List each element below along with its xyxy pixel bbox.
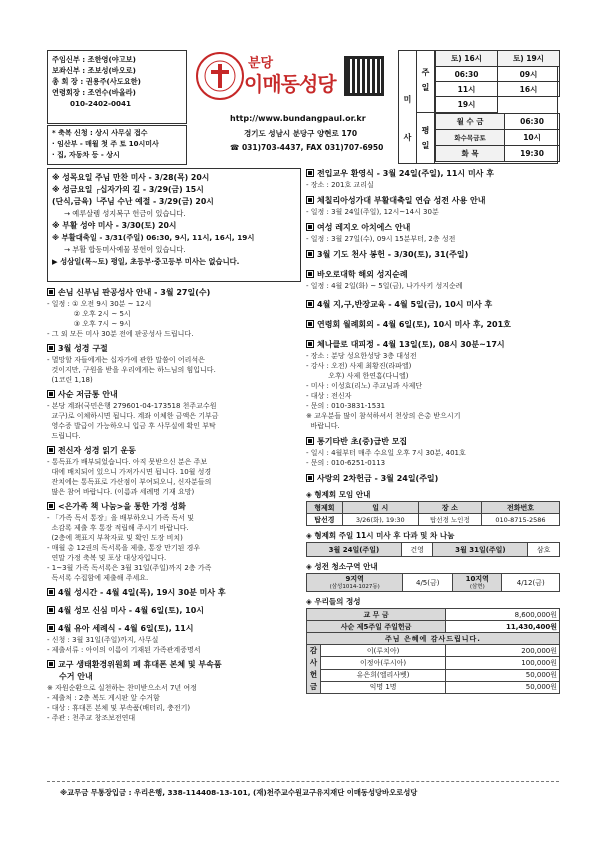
notice-line: 것이지만, 구원을 받을 우리에게는 하느님의 힘입니다. [47,366,216,374]
checkbox-icon [47,390,55,398]
notice-title-text: 통기타반 초(중)급반 모집 [317,437,408,446]
weekday-day: 화수목금토 [436,130,505,146]
checkbox-icon [47,660,55,668]
notice-line: - 그 외 모든 미사 30분 전에 판공성사 드립니다. [47,330,194,338]
notice-line: 오후) 사제 한연흠(다니엘) [306,372,409,380]
notice-line: ③ 오후 7시 ~ 9시 [47,320,131,328]
staff-line: 연령회장 : 조연수(바올라) [52,88,136,97]
checkbox-icon [47,344,55,352]
notice-title-text: 4월 성모 신심 미사 - 4월 6일(토), 10시 [58,606,205,615]
notice-line: - 대상 : 휴대폰 본체 및 부속품(배터리, 충전기) [47,704,191,712]
clean-area-sub: (삼현) [469,583,485,590]
mass-side-label [399,51,417,163]
blessing-line: · 임산부 - 매월 첫 주 토 10시미사 [52,140,159,148]
donor-name: 이정아(루시아) [321,657,446,669]
checkbox-icon [306,437,314,445]
notice-item [306,339,560,431]
notice-title [47,287,303,299]
clean-table [306,573,560,592]
finance-label: 사순 제5주일 주일헌금 [307,621,446,633]
notice-item [47,605,303,617]
meeting-cell: 탑선경 노인정 [418,514,481,526]
mass-times [398,50,558,164]
meeting-heading: ◈ 형제회 모임 안내 [306,490,371,499]
meeting-cell: 010-8715-2586 [481,514,559,526]
notice-line: - 일정 : 3월 27일(수), 09시 15분부터, 2층 성전 [306,235,456,243]
notice-title [47,605,303,617]
staff-line: 보좌신부 : 조보성(바오로) [52,66,136,75]
notice-line: 바랍니다. [306,422,340,430]
notice-title [306,473,560,485]
notice-line: - 본당 계좌(국민은행 279601-04-173518 천주교수원 [47,402,217,410]
notice-title [47,445,303,457]
notice-line: - 문의 : 010-3831-1531 [306,402,386,410]
notice-title [306,269,560,281]
notice-title [47,659,303,671]
sunday-time: 06:30 [436,67,498,82]
address: 경기도 성남시 분당구 양현로 170 [244,129,358,138]
notice-title-text: 4월 지,구,반장교육 - 4월 5일(금), 10시 미사 후 [317,300,493,309]
sunday-time [498,97,560,113]
checkbox-icon [47,606,55,614]
notice-title-text: 체나클로 대피정 - 4월 13일(토), 08시 30분~17시 [317,340,505,349]
meeting-header: 형제회 [307,502,343,514]
donor-name: 이(루치아) [321,645,446,657]
weekday-day: 화 목 [436,146,505,162]
notice-title-text: 사순 저금통 안내 [58,390,118,399]
notice-line: - 「가족 독서 통장」을 배부하오니 가족 독서 및 [47,514,195,522]
donation-side-char: 감 [309,646,318,655]
contact: ☎ 031)703-4437, FAX 031)707-6950 [230,143,384,152]
meeting-cell: 3/26(화), 19:30 [342,514,418,526]
notice-title-text: 체칠리아성가대 부활대축일 연습 성전 사용 안내 [317,196,486,205]
notice-item [306,436,560,468]
donor-amount: 200,000원 [446,645,560,657]
staff-line: 주임신부 : 조한영(야고보) [52,55,136,64]
holy-week-line: ※ 부활대축일 - 3/31(주일) 06:30, 9시, 11시, 16시, 19시 [52,233,255,242]
finance-table [306,608,560,694]
notice-title-text: 바오로대학 해외 성지순례 [317,270,408,279]
clean-area [453,574,502,592]
weekday-time: 19:30 [505,146,560,162]
staff-phone: 010-2402-0041 [70,99,131,108]
notice-title-text: 3월 기도 천사 봉헌 - 3/30(토), 31(주일) [317,250,469,259]
notice-line: - 제출서류 : 아이의 이름이 기재된 가족관계증명서 [47,646,201,654]
footer-note: ※교무금 무통장입금 : 우리은행, 338-114408-13-101, (재)천주교수원교구유지재단 이매동성당바오로성당 [60,788,418,797]
notice-title [306,299,560,311]
notice-line: - 통독표가 배부되었습니다. 아직 못받으신 분은 주보 [47,458,208,466]
meeting-table [306,501,560,526]
checkbox-icon [306,340,314,348]
holy-week-line: ※ 성목요일 주님 만찬 미사 - 3/28(목) 20시 [52,173,210,182]
notice-title-text: 전신자 성경 읽기 운동 [58,446,136,455]
holy-week-line: → 예루살렘 성지복구 헌금이 있습니다. [64,209,186,218]
mass-side-char: 사 [403,133,412,142]
notice-title-text: <은가족 책 나눔>을 통한 가정 성화 [58,502,186,511]
notice-item [306,473,560,485]
notice-line: ※ 자원순환으로 실천하는 찬미받으소서 7년 여정 [47,684,197,692]
holy-week-line: ※ 부활 성야 미사 - 3/30(토) 20시 [52,221,177,230]
guide-date: 3월 31일(주일) [433,543,528,557]
checkbox-icon [306,250,314,258]
logo-top: 분당 [248,56,274,71]
checkbox-icon [306,270,314,278]
clean-area-name: 10지역 [465,574,489,583]
weekday-label [417,113,435,163]
notice-line: 잔치에는 통독표로 가산점이 부여되오니, 신자분들의 [47,478,212,486]
donation-side-char: 헌 [309,670,318,679]
donor-name: 유은희(엘리사벳) [321,669,446,681]
notice-title [47,389,303,401]
clean-date: 4/12(금) [502,574,560,592]
notice-title [47,623,303,635]
holy-week-line: ▶ 성삼일(목~토) 평일, 초등부·중고등부 미사는 없습니다. [52,257,240,266]
notice-line: 독서록 수집함에 제출해 주세요. [47,574,149,582]
guide-team: 건영 [401,543,433,557]
notice-item [47,343,303,385]
notice-line: 교구)로 이체하시면 됩니다. 계좌 이체한 금액은 기부금 [47,412,219,420]
logo-name: 이매동성당 [244,72,336,96]
donation-side [307,645,321,694]
blessing-line: * 축복 신청 : 상시 사무실 접수 [52,129,148,137]
checkbox-icon [306,320,314,328]
weekday-day: 월 수 금 [436,114,505,130]
checkbox-icon [306,300,314,308]
finance-value: 11,430,400원 [446,621,560,633]
notice-line: 대에 배치되어 있으니 가져가시면 됩니다. 10월 성경 [47,468,212,476]
guide-team: 삼호 [528,543,560,557]
checkbox-icon [306,223,314,231]
checkbox-icon [306,196,314,204]
right-column [306,168,560,694]
notice-item [47,623,303,655]
url-link[interactable]: http://www.bundangpaul.or.kr [230,114,366,123]
checkbox-icon [47,624,55,632]
clean-area-name: 9지역 [345,574,364,583]
donor-name: 익명 1명 [321,681,446,693]
notice-line: - 일정 : 4월 2일(화) ~ 5일(금), 나가사키 성지순례 [306,282,463,290]
weekday-char: 평 [421,126,430,135]
guide-date: 3월 24일(주일) [307,543,402,557]
notice-title [306,319,560,331]
sunday-time: 19시 [436,97,498,113]
notice-item [47,501,303,583]
notice-line: - 문의 : 010-6251-0113 [306,459,386,467]
notice-line: - 매월 총 12권의 독서록을 제출, 통장 만기된 경우 [47,544,201,552]
notice-title [306,195,560,207]
sunday-table [435,50,560,113]
notice-item [306,222,560,244]
notice-line: 소감록 제출 후 통장 적립해 주시기 바랍니다. [47,524,189,532]
notice-item [47,587,303,599]
notice-title-text: 여성 레지오 아치에스 안내 [317,223,411,232]
mass-side-char: 미 [403,95,412,104]
notice-item [47,389,303,441]
qr-code[interactable] [344,56,384,96]
notice-item [47,659,303,723]
weekday-table [435,113,560,162]
notice-line: 연말 가정 축복 및 포상 대상자입니다. [47,554,167,562]
checkbox-icon [306,169,314,177]
holy-week-line: (단식,금육) └주님 수난 예절 - 3/29(금) 20시 [52,197,214,206]
notice-line: - 강사 : 오전) 사제 최황진(라파엘) [306,362,412,370]
notice-item [306,168,560,190]
left-column [47,287,303,723]
notice-item [47,287,303,339]
holy-week-box [47,168,301,282]
sunday-time: 16시 [498,82,560,97]
notice-line: - 제출처 : 2층 복도 게시판 앞 수거함 [47,694,160,702]
notice-title-text: 전입교우 환영식 - 3월 24일(주일), 11시 미사 후 [317,169,494,178]
meeting-header: 전화번호 [481,502,559,514]
clean-area [307,574,403,592]
notice-line: - 멸망할 자들에게는 십자가에 관한 말씀이 어리석은 [47,356,205,364]
notice-line: - 1~3월 가족 독서록은 3월 31일(주일)까지 2층 가족 [47,564,212,572]
weekday-time: 06:30 [505,114,560,130]
notice-title [306,339,560,351]
notice-line: - 미사 : 이성효(리노) 주교님과 사제단 [306,382,423,390]
weekday-char: 일 [421,141,430,150]
clean-date: 4/5(금) [403,574,453,592]
checkbox-icon [47,446,55,454]
notice-title [47,501,303,513]
finance-value: 8,600,000원 [446,609,560,621]
clean-area-sub: (삼성1014-1027동) [329,583,380,590]
sunday-char: 주 [421,68,430,77]
notice-line: - 주관 : 천주교 창조보전연대 [47,714,136,722]
notice-title [306,436,560,448]
meeting-header: 장 소 [418,502,481,514]
notice-item [306,299,560,311]
sunday-time: 11시 [436,82,498,97]
notice-line: - 장소 : 201호 교리실 [306,181,374,189]
notice-line: 많은 참여 바랍니다. (이름과 세례명 기재 요망) [47,488,195,496]
notice-title [47,587,303,599]
finance-label: 교 무 금 [307,609,446,621]
sunday-time: 토) 19시 [498,51,560,67]
staff-box [47,50,187,124]
notice-line: ② 오후 2시 ~ 5시 [47,310,131,318]
notice-title [306,249,560,261]
donor-amount: 100,000원 [446,657,560,669]
meeting-header: 일 시 [342,502,418,514]
notice-item [47,445,303,497]
notice-title-text: 교구 생태환경위원회 폐 휴대폰 본체 및 부속품 [58,660,222,669]
notice-line: - 일시 : 4월부터 매주 수요일 오후 7시 30분, 401호 [306,449,466,457]
donor-amount: 50,000원 [446,681,560,693]
notice-line: (1코린 1,18) [47,376,93,384]
sunday-time: 토) 16시 [436,51,498,67]
clean-heading: ◈ 성전 청소구역 안내 [306,562,378,571]
blessing-line: · 집, 자동차 등 - 상시 [52,151,120,159]
guide-table [306,542,560,557]
holy-week-line: ※ 성금요일 ┌십자가의 길 - 3/29(금) 15시 [52,185,204,194]
sunday-label [417,51,435,113]
notice-title-text: 연령회 월례회의 - 4월 6일(토), 10시 미사 후, 201호 [317,320,511,329]
notice-title [306,168,560,180]
sunday-time: 09시 [498,67,560,82]
notice-item [306,319,560,331]
notice-line: 드립니다. [47,432,81,440]
meeting-cell: 탑선경 [307,514,343,526]
notice-title [306,222,560,234]
notice-line: (2층에 책표지 부착자료 및 확인 도장 비치) [47,534,183,542]
notice-line: - 장소 : 분당 성요한성당 3층 대성전 [306,352,417,360]
staff-line: 총 회 장 : 권용주(사도요한) [52,77,141,86]
checkbox-icon [47,288,55,296]
notice-title-text: 4월 성시간 - 4월 4일(목), 19시 30분 미사 후 [58,588,226,597]
weekday-time: 10시 [505,130,560,146]
checkbox-icon [47,588,55,596]
holy-week-line: → 부활 합동미사예물 봉헌이 있습니다. [64,245,186,254]
notice-item [306,269,560,291]
notice-title-text: 손님 신부님 판공성사 안내 - 3월 27일(수) [58,288,211,297]
checkbox-icon [306,474,314,482]
cross-icon [198,54,242,98]
donation-side-char: 사 [309,658,318,667]
donor-amount: 50,000원 [446,669,560,681]
finance-heading: ◈ 우리들의 정성 [306,597,361,606]
sunday-char: 일 [421,83,430,92]
footer-divider [47,781,559,782]
notice-item [306,249,560,261]
notice-line: - 일정 : 3월 24일(주일), 12시~14시 30분 [306,208,439,216]
notice-title-text: 사랑의 2차헌금 - 3월 24일(주일) [317,474,439,483]
notice-title-text: 4월 유아 세례식 - 4월 6일(토), 11시 [58,624,194,633]
notice-item [306,195,560,217]
blessing-box [47,125,187,165]
notice-line: ※ 교우분들 많이 참석하셔서 천상의 은총 받으시기 [306,412,461,420]
donation-side-char: 금 [309,682,318,691]
notice-line: 영수증 발급이 가능하오니 입금 후 사무실에 확인 부탁 [47,422,216,430]
notice-line: - 대상 : 전신자 [306,392,352,400]
notice-title-cont: 수거 안내 [59,672,93,681]
finance-thanks: 주님 은혜에 감사드립니다. [307,633,560,645]
notice-line: - 일정 : ① 오전 9시 30분 ~ 12시 [47,300,152,308]
notice-line: - 신청 : 3월 31일(주일)까지, 사무실 [47,636,159,644]
checkbox-icon [47,502,55,510]
notice-title [47,343,303,355]
guide-heading: ◈ 형제회 주일 11시 미사 후 다과 및 차 나눔 [306,531,455,540]
church-seal [196,52,244,100]
notice-title-text: 3월 성경 구절 [58,344,108,353]
